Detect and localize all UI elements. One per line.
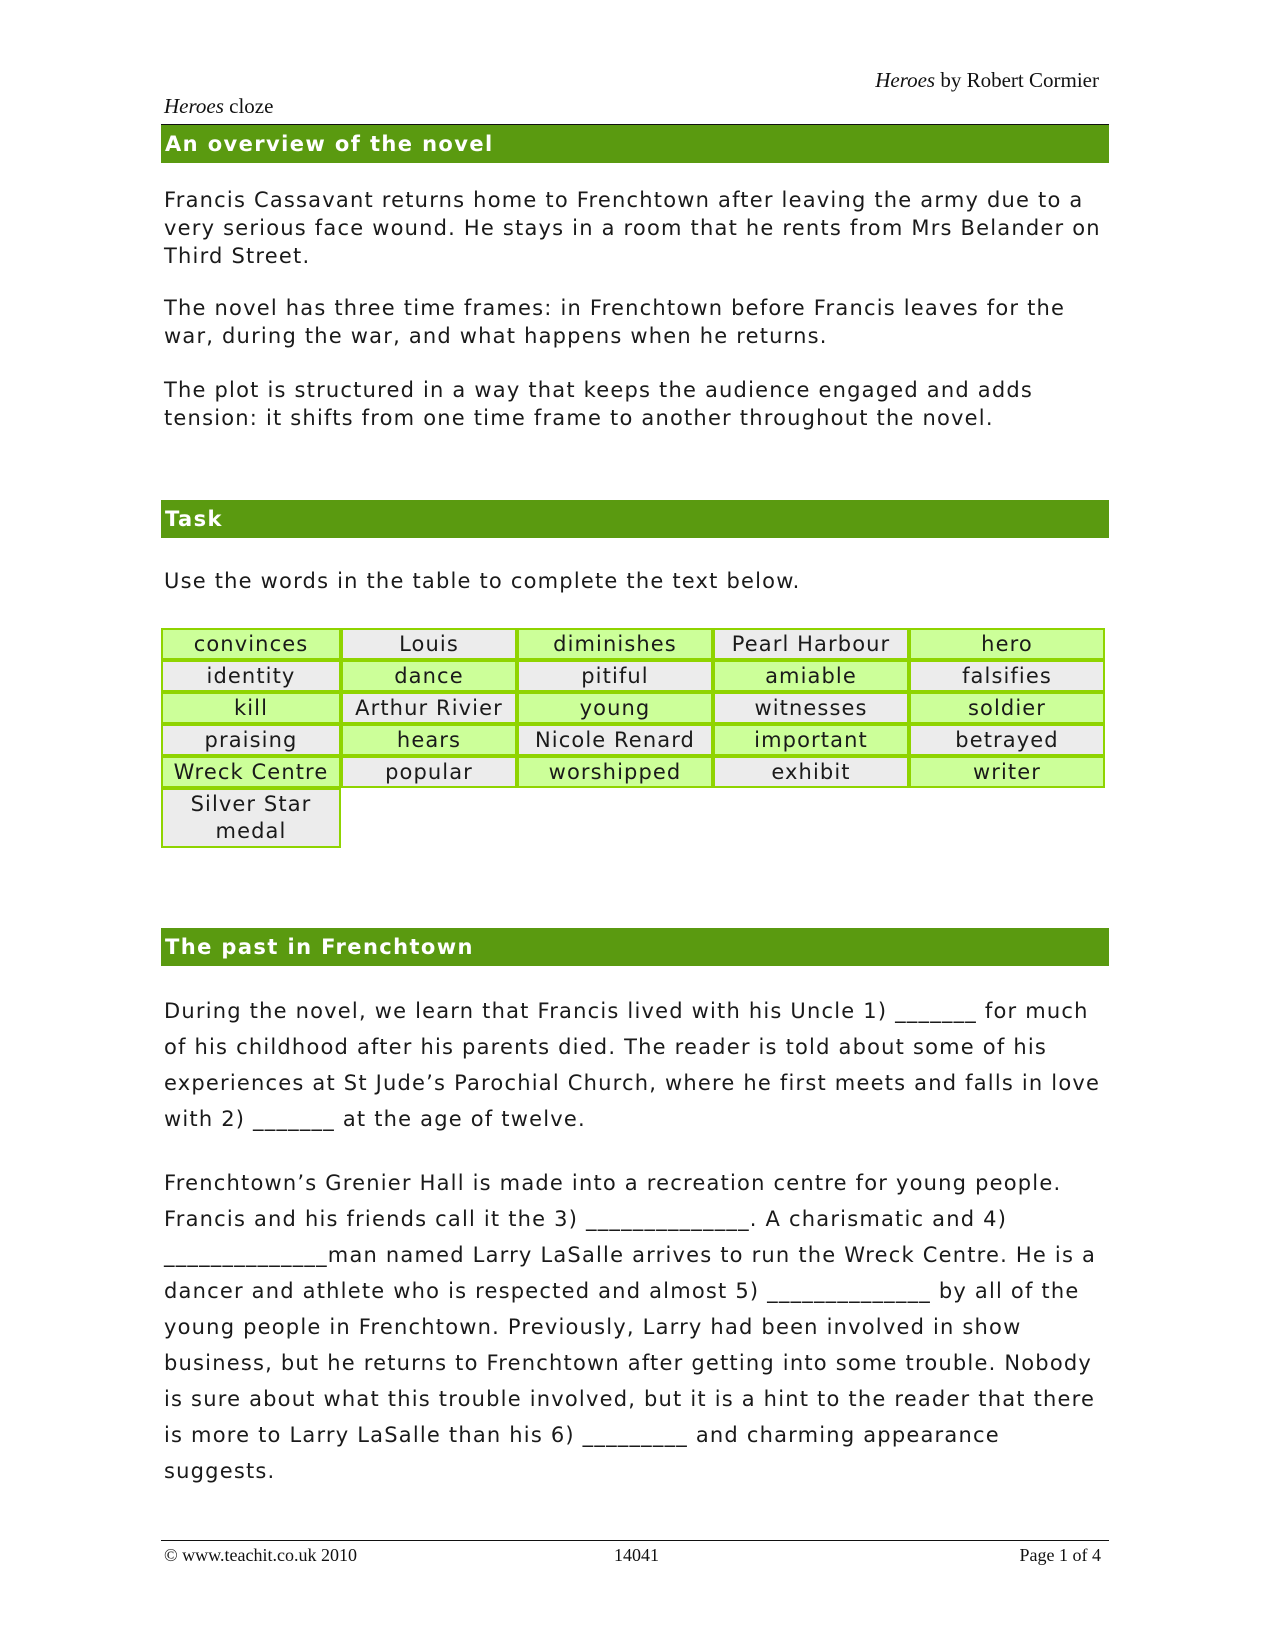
word-cell: pitiful [517, 660, 713, 692]
past-paragraph-1: During the novel, we learn that Francis lived with his Uncle 1) _______ for much of his childhood after his parents died. The reader is told about some of his experiences at St Jude’s Parochial Church, where he first meets and falls in love with 2) _______ at the age of twelve. [164, 999, 1101, 1131]
empty-cell [341, 788, 517, 848]
word-cell: young [517, 692, 713, 724]
word-cell: amiable [713, 660, 909, 692]
empty-cell [713, 788, 909, 848]
past-paragraph-2: Frenchtown’s Grenier Hall is made into a recreation centre for young people. Francis and his friends call it the 3) ______________. A charismatic and 4) ______________man named Larry LaSalle arrives to run the Wreck Centre. He is a dancer and athlete who is respected and almost 5) ______________ by all of the young people in Frenchtown. Previously, Larry had been involved in show business, but he returns to Frenchtown after getting into some trouble. Nobody is sure about what this trouble involved, but it is a hint to the reader that there is more to Larry LaSalle than his 6) _________ and charming appearance suggests. [164, 1171, 1097, 1483]
section-heading-overview: An overview of the novel [161, 125, 1109, 163]
word-cell: hears [341, 724, 517, 756]
author-byline: by Robert Cormier [935, 68, 1099, 92]
footer-page-number: Page 1 of 4 [1019, 1545, 1101, 1565]
word-cell: convinces [161, 628, 341, 660]
word-cell: diminishes [517, 628, 713, 660]
word-cell: Silver Star medal [161, 788, 341, 848]
word-cell: betrayed [909, 724, 1105, 756]
footer-divider [161, 1540, 1109, 1541]
empty-cell [909, 788, 1105, 848]
task-instruction: Use the words in the table to complete the text below. [164, 569, 801, 593]
word-cell: kill [161, 692, 341, 724]
section-heading-past: The past in Frenchtown [161, 928, 1109, 966]
word-cell: falsifies [909, 660, 1105, 692]
word-cell: exhibit [713, 756, 909, 788]
footer-copyright: © www.teachit.co.uk 2010 [164, 1545, 357, 1565]
table-row [161, 788, 1105, 848]
section-heading-task: Task [161, 500, 1109, 538]
word-cell: worshipped [517, 756, 713, 788]
empty-cell [517, 788, 713, 848]
overview-paragraph-1: Francis Cassavant returns home to Frenchtown after leaving the army due to a very serious face wound. He stays in a room that he rents from Mrs Belander on Third Street. [164, 188, 1101, 268]
novel-title: Heroes [875, 68, 936, 92]
table-row [161, 628, 1105, 660]
table-row [161, 660, 1105, 692]
word-cell: soldier [909, 692, 1105, 724]
word-cell: Nicole Renard [517, 724, 713, 756]
worksheet-title-rest: cloze [223, 94, 274, 118]
word-cell: identity [161, 660, 341, 692]
table-row [161, 692, 1105, 724]
word-cell: popular [341, 756, 517, 788]
word-cell: Pearl Harbour [713, 628, 909, 660]
word-cell: Wreck Centre [161, 756, 341, 788]
worksheet-title-italic: Heroes [164, 94, 224, 118]
table-row [161, 724, 1105, 756]
overview-paragraph-3: The plot is structured in a way that keeps the audience engaged and adds tension: it shifts from one time frame to another throughout the novel. [164, 378, 1034, 430]
footer-resource-code: 14041 [614, 1545, 659, 1565]
table-row [161, 756, 1105, 788]
word-cell: Arthur Rivier [341, 692, 517, 724]
word-cell: witnesses [713, 692, 909, 724]
word-cell: Louis [341, 628, 517, 660]
word-cell: important [713, 724, 909, 756]
worksheet-title [164, 94, 273, 119]
word-cell: hero [909, 628, 1105, 660]
document-header-title [875, 68, 1099, 93]
word-cell: writer [909, 756, 1105, 788]
word-bank-table [161, 628, 1105, 848]
word-cell: dance [341, 660, 517, 692]
word-cell: praising [161, 724, 341, 756]
overview-paragraph-2: The novel has three time frames: in Frenchtown before Francis leaves for the war, during the war, and what happens when he returns. [164, 296, 1066, 348]
